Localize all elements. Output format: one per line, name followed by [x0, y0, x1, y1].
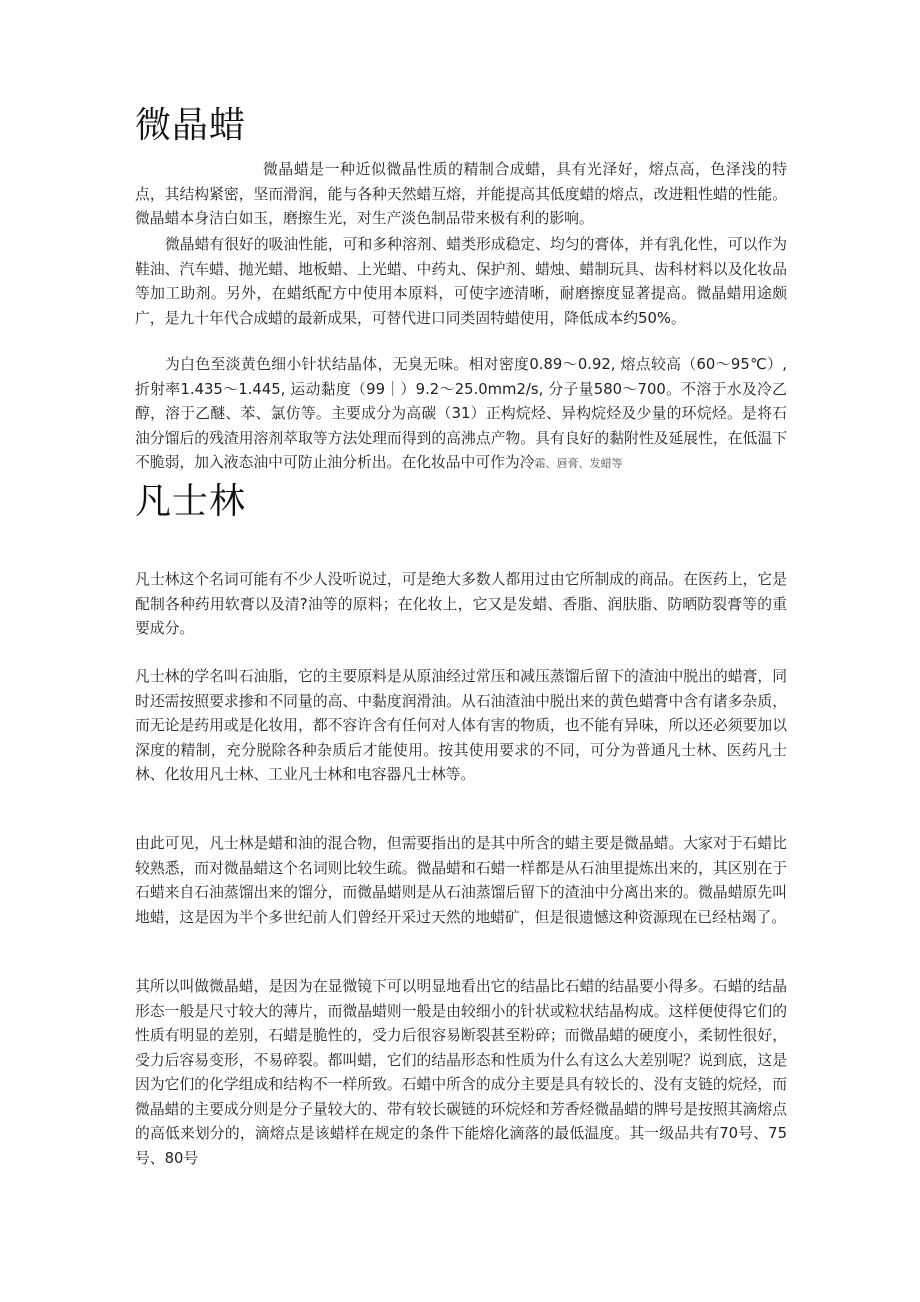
- paragraph: 凡士林这个名词可能有不少人没听说过，可是绝大多数人都用过由它所制成的商品。在医药上，它是配制各种药用软膏以及清?油等的原料；在化妆上，它又是发蜡、香脂、润肤脂、防晒防裂膏等的重要成分。: [135, 571, 787, 637]
- paragraph: 凡士林的学名叫石油脂，它的主要原料是从原油经过常压和减压蒸馏后留下的渣油中脱出的蜡膏，同时还需按照要求掺和不同量的高、中黏度润滑油。从石油渣油中脱出来的黄色蜡膏中含有诸多杂质，而无论是药用或是化妆用，都不容许含有任何对人体有害的物质，也不能有异味，所以还必须要加以深度的精制，充分脱除各种杂质后才能使用。按其使用要求的不同，可分为普通凡士林、医药凡士林、化妆用凡士林、工业凡士林和电容器凡士林等。: [135, 668, 787, 783]
- paragraph-text: 为白色至淡黄色细小针状结晶体，无臭无味。相对密度0.89～0.92, 熔点较高（60～95℃）, 折射率1.435～1.445, 运动黏度（99｜）9.2～25.0mm2/s, 分子量580～700。不溶于水及冷乙醇，溶于乙醚、苯、氯仿等。主要成分为高碳（31）正构烷烃、异构烷烃及少量的环烷烃。是将石油分馏后的残渣用溶剂萃取等方法处理而得到的高沸点产物。具有良好的黏附性及延展性，在低温下不脆弱，加入液态油中可防止油分析出。在化妆品中可作为冷: [135, 356, 787, 471]
- paragraph: 其所以叫做微晶蜡，是因为在显微镜下可以明显地看出它的结晶比石蜡的结晶要小得多。石蜡的结晶形态一般是尺寸较大的薄片，而微晶蜡则一般是由较细小的针状或粒状结晶构成。这样便使得它们的性质有明显的差别，石蜡是脆性的，受力后很容易断裂甚至粉碎；而微晶蜡的硬度小，柔韧性很好，受力后容易变形，不易碎裂。都叫蜡，它们的结晶形态和性质为什么有这么大差别呢？说到底，这是因为它们的化学组成和结构不一样所致。石蜡中所含的成分主要是具有较长的、没有支链的烷烃，而微晶蜡的主要成分则是分子量较大的、带有较长碳链的环烷烃和芳香烃微晶蜡的牌号是按照其滴熔点的高低来划分的，滴熔点是该蜡样在规定的条件下能熔化滴落的最低温度。其一级品共有70号、75号、80号: [135, 978, 787, 1167]
- paragraph: [135, 353, 787, 477]
- paragraph: 微晶蜡是一种近似微晶性质的精制合成蜡，具有光泽好，熔点高，色泽浅的特点，其结构紧密，坚而滑润，能与各种天然蜡互熔，并能提高其低度蜡的熔点，改进粗性蜡的性能。微晶蜡本身洁白如玉，磨擦生光，对生产淡色制品带来极有利的影响。: [135, 161, 787, 227]
- section-title-vaseline: 凡士林: [135, 481, 247, 522]
- paragraph: 微晶蜡有很好的吸油性能，可和多种溶剂、蜡类形成稳定、均匀的膏体，并有乳化性，可以作为鞋油、汽车蜡、抛光蜡、地板蜡、上光蜡、中药丸、保护剂、蜡烛、蜡制玩具、齿科材料以及化妆品等加工助剂。另外，在蜡纸配方中使用本原料，可使字迹清晰，耐磨擦度显著提高。微晶蜡用途颇广，是九十年代合成蜡的最新成果，可替代进口同类固特蜡使用，降低成本约50%。: [135, 236, 787, 327]
- paragraph: 由此可见，凡士林是蜡和油的混合物，但需要指出的是其中所含的蜡主要是微晶蜡。大家对于石蜡比较熟悉，而对微晶蜡这个名词则比较生疏。微晶蜡和石蜡一样都是从石油里提炼出来的，其区别在于石蜡来自石油蒸馏出来的馏分，而微晶蜡则是从石油蒸馏后留下的渣油中分离出来的。微晶蜡原先叫地蜡，这是因为半个多世纪前人们曾经开采过天然的地蜡矿，但是很遗憾这种资源现在已经枯竭了。: [135, 835, 787, 926]
- paragraph-tail-fragment: 霜、唇膏、发蜡等: [534, 457, 623, 470]
- section-title-microcrystalline-wax: 微晶蜡: [135, 105, 247, 146]
